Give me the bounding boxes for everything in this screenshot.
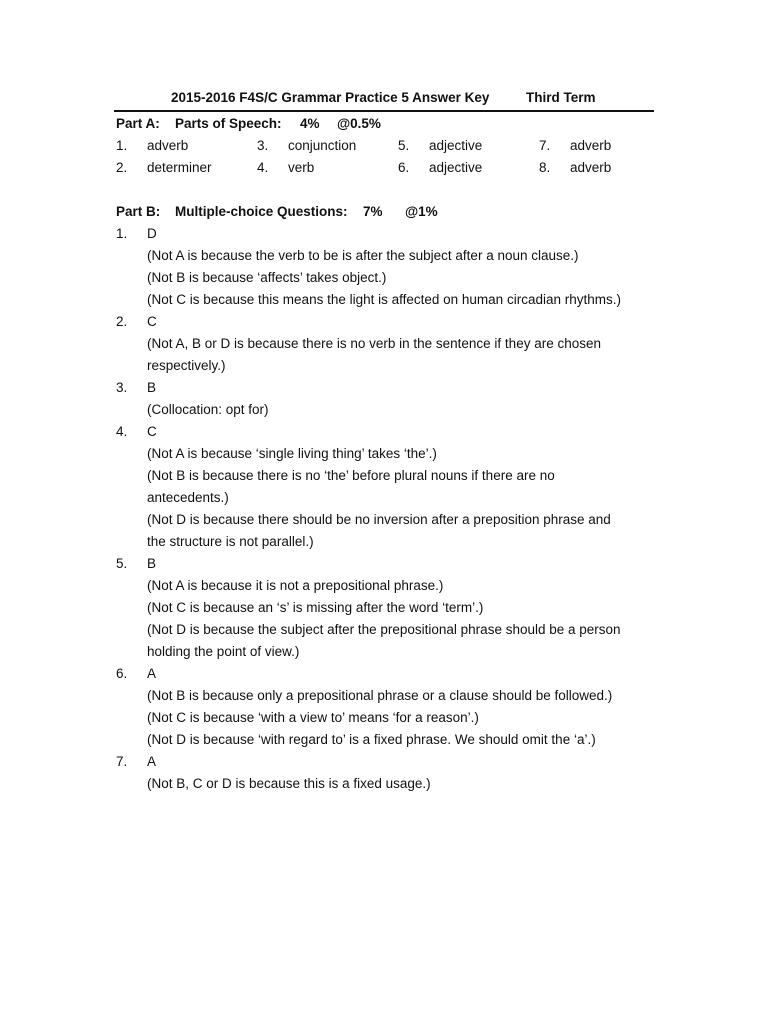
answer-text: adverb — [147, 138, 189, 153]
question-number: 6. — [116, 666, 128, 681]
document-title: 2015-2016 F4S/C Grammar Practice 5 Answer Key — [171, 90, 490, 105]
document-header — [114, 88, 654, 112]
answer-number: 7. — [539, 138, 551, 153]
answer-explanation: (Not C is because an ‘s’ is missing after the word ‘term’.) — [147, 600, 484, 615]
answer-explanation: (Not A is because ‘single living thing’ takes ‘the’.) — [147, 446, 437, 461]
answer-number: 4. — [257, 160, 269, 175]
question-answer: B — [147, 380, 157, 395]
answer-text: adverb — [570, 160, 612, 175]
answer-number: 5. — [398, 138, 410, 153]
answer-explanation: (Not B is because there is no ‘the’ before plural nouns if there are no — [147, 468, 555, 483]
answer-number: 6. — [398, 160, 410, 175]
answer-explanation: (Not D is because ‘with regard to’ is a fixed phrase. We should omit the ‘a’.) — [147, 732, 596, 747]
part-b-weight: 7% — [363, 204, 383, 219]
part-a-label: Part A: — [116, 116, 160, 131]
part-a-weight: 4% — [300, 116, 320, 131]
question-number: 1. — [116, 226, 128, 241]
question-number: 7. — [116, 754, 128, 769]
answer-explanation: the structure is not parallel.) — [147, 534, 314, 549]
answer-number: 2. — [116, 160, 128, 175]
part-a-name: Parts of Speech: — [175, 116, 282, 131]
answer-explanation: (Not C is because ‘with a view to’ means ‘for a reason’.) — [147, 710, 479, 725]
answer-explanation: antecedents.) — [147, 490, 229, 505]
question-answer: B — [147, 556, 157, 571]
answer-number: 8. — [539, 160, 551, 175]
question-answer: A — [147, 754, 157, 769]
answer-number: 1. — [116, 138, 128, 153]
answer-text: verb — [288, 160, 315, 175]
question-answer: D — [147, 226, 157, 241]
answer-explanation: (Not B is because ‘affects’ takes object.) — [147, 270, 387, 285]
answer-explanation: holding the point of view.) — [147, 644, 300, 659]
question-number: 2. — [116, 314, 128, 329]
question-number: 3. — [116, 380, 128, 395]
question-number: 4. — [116, 424, 128, 439]
part-b-each: @1% — [405, 204, 438, 219]
answer-explanation: (Not B is because only a prepositional phrase or a clause should be followed.) — [147, 688, 613, 703]
answer-text: determiner — [147, 160, 212, 175]
answer-text: adverb — [570, 138, 612, 153]
answer-number: 3. — [257, 138, 269, 153]
part-b-label: Part B: — [116, 204, 161, 219]
answer-explanation: (Not A is because it is not a prepositional phrase.) — [147, 578, 444, 593]
answer-explanation: respectively.) — [147, 358, 226, 373]
question-answer: C — [147, 314, 157, 329]
answer-text: adjective — [429, 160, 483, 175]
answer-explanation: (Not D is because there should be no inversion after a preposition phrase and — [147, 512, 611, 527]
term-label: Third Term — [526, 90, 596, 105]
question-number: 5. — [116, 556, 128, 571]
answer-text: conjunction — [288, 138, 357, 153]
answer-text: adjective — [429, 138, 483, 153]
question-answer: C — [147, 424, 157, 439]
answer-explanation: (Not C is because this means the light is affected on human circadian rhythms.) — [147, 292, 621, 307]
answer-explanation: (Not A, B or D is because there is no verb in the sentence if they are chosen — [147, 336, 601, 351]
question-answer: A — [147, 666, 157, 681]
answer-explanation: (Not B, C or D is because this is a fixed usage.) — [147, 776, 431, 791]
part-b-name: Multiple-choice Questions: — [175, 204, 348, 219]
answer-explanation: (Collocation: opt for) — [147, 402, 269, 417]
part-a-each: @0.5% — [337, 116, 381, 131]
answer-explanation: (Not D is because the subject after the prepositional phrase should be a person — [147, 622, 621, 637]
answer-explanation: (Not A is because the verb to be is after the subject after a noun clause.) — [147, 248, 579, 263]
